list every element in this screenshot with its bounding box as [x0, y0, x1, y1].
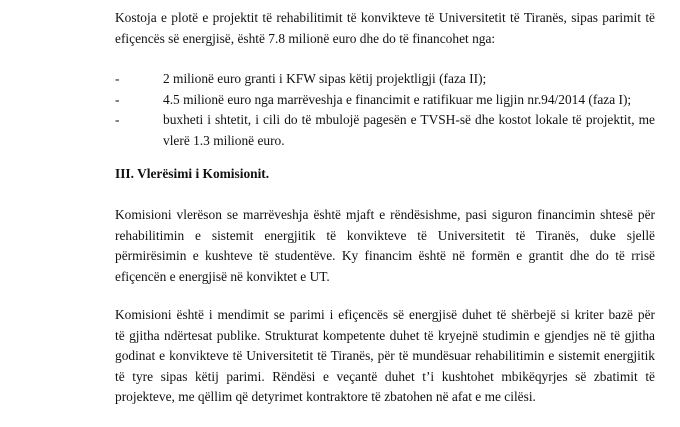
opinion-line: godinat e konvikteve të Universitetit të Tiranës, për të mundësuar rehabilitimin e sistemit energjitik: [115, 348, 655, 363]
assessment-line: Komisioni vlerëson se marrëveshja është mjaft e rëndësishme, pasi siguron financimin shtesë për: [115, 207, 655, 222]
assessment-paragraph: [115, 205, 655, 287]
opinion-line: të gjitha ndërtesat publike. Strukturat kompetente duhet të kryejnë studimin e gjendjes në të gjitha: [115, 327, 655, 343]
funding-list: [115, 69, 655, 151]
intro-line: efiçencës së energjisë, është 7.8 milionë euro dhe do të financohet nga:: [115, 30, 496, 46]
opinion-line: të tyre sipas këtij parimi. Rëndësi e veçantë duhet t’i kushtohet mbikëqyrjes së zbatimit të: [115, 368, 655, 384]
list-dash: -: [115, 91, 120, 107]
assessment-line: efiçencën e energjisë në konviktet e UT.: [115, 268, 330, 284]
section-heading: III. Vlerësimi i Komisionit.: [115, 166, 270, 181]
opinion-line: projekteve, me qëllim që detyrimet kontraktore të zbatohen në afat e me cilësi.: [115, 389, 536, 404]
funding-item-text: 2 milionë euro granti i KFW sipas këtij projektligji (faza II);: [163, 71, 487, 86]
funding-item-text: vlerë 1.3 milionë euro.: [163, 132, 285, 148]
list-dash: -: [115, 112, 120, 127]
funding-list-item: [115, 69, 655, 90]
intro-line: Kostoja e plotë e projektit të rehabilitimit të konvikteve të Universitetit të Tiranës, sipas parimit të: [115, 10, 655, 25]
opinion-line: Komisioni është i mendimit se parimi i efiçencës së energjisë duhet të shërbejë si kriter bazë për: [115, 307, 655, 322]
intro-paragraph: [115, 8, 655, 49]
list-dash: -: [115, 71, 120, 86]
funding-item-text: buxheti i shtetit, i cili do të mbulojë pagesën e TVSH-së dhe kostot lokale të projektit, me: [163, 112, 655, 127]
assessment-line: rehabilitimin e sistemit energjitik të konvikteve të Universitetit të Tiranës, duke sjellë: [115, 227, 655, 243]
funding-list-item: [115, 110, 655, 151]
funding-item-text: 4.5 milionë euro nga marrëveshja e financimit e ratifikuar me ligjin nr.94/2014 (faza I);: [163, 91, 632, 107]
opinion-paragraph: [115, 305, 655, 408]
funding-list-item: [115, 90, 655, 111]
assessment-line: përmirësimin e kushteve të studentëve. Ky financim është në formën e grantit dhe do të rrisë: [115, 248, 655, 263]
